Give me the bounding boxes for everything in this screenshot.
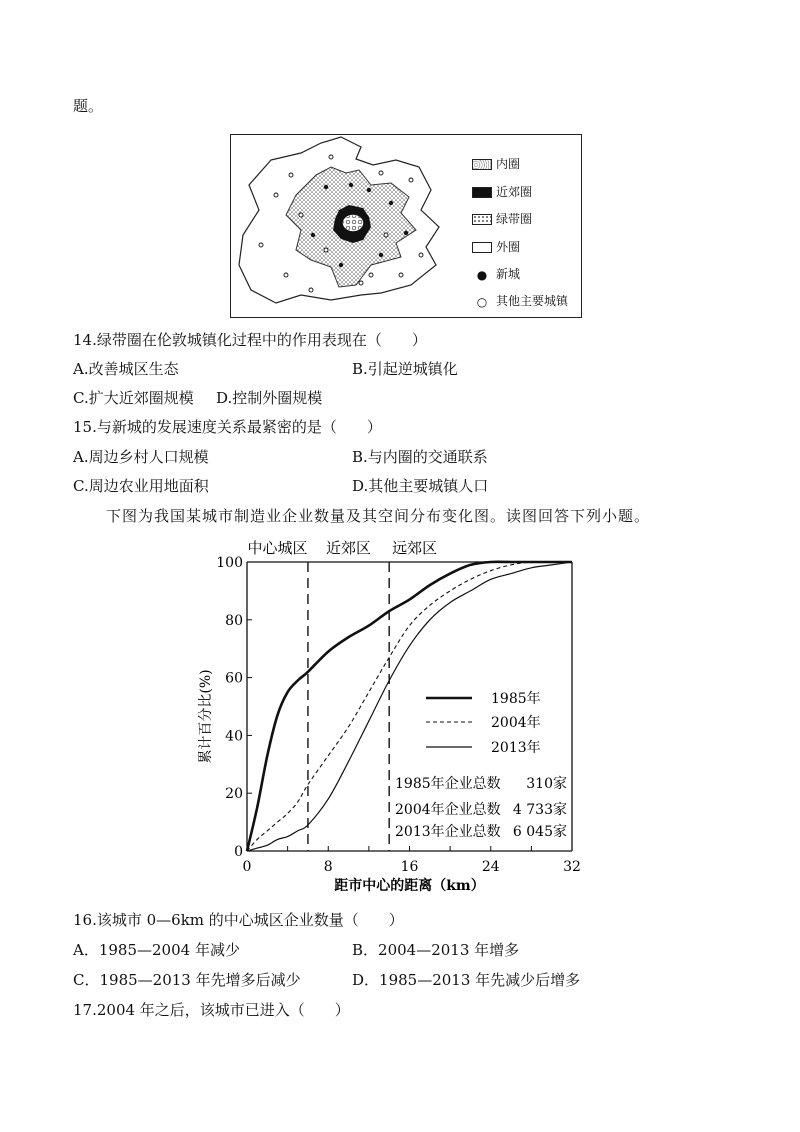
legend-near	[472, 185, 532, 199]
x-tick-label: 32	[563, 859, 581, 875]
q14-option-c: C.扩大近郊圈规模	[73, 389, 194, 407]
q16-option-b: B．2004—2013 年增多	[352, 941, 520, 959]
y-tick-label: 80	[225, 612, 243, 629]
x-tick-label: 0	[242, 859, 252, 875]
q15-option-d: D.其他主要城镇人口	[352, 477, 489, 495]
total-label: 2013年企业总数	[395, 824, 501, 840]
filled-dot-icon: ●	[476, 267, 488, 282]
legend-label: 2004年	[491, 715, 541, 731]
y-tick-label: 0	[234, 844, 243, 860]
q15-option-a: A.周边乡村人口规模	[73, 448, 209, 466]
q14-option-b: B.引起逆城镇化	[352, 360, 458, 378]
q16-option-a: A．1985—2004 年减少	[73, 941, 240, 959]
y-tick-label: 60	[225, 670, 243, 687]
x-axis-label: 距市中心的距离（km）	[334, 878, 485, 894]
x-tick-label: 8	[323, 859, 333, 875]
total-label: 1985年企业总数	[395, 776, 501, 792]
q15-option-c: C.周边农业用地面积	[73, 477, 209, 495]
q16-stem: 16.该城市 0—6km 的中心城区企业数量（ ）	[73, 911, 404, 929]
q15-option-b: B.与内圈的交通联系	[352, 448, 488, 466]
inner-swatch	[472, 159, 492, 170]
q17-stem: 17.2004 年之后，该城市已进入（ ）	[73, 1001, 350, 1019]
legend-label: 内圈	[496, 157, 521, 171]
q16-option-c: C．1985—2013 年先增多后减少	[73, 971, 301, 989]
legend-label: 1985年	[491, 691, 541, 707]
total-value: 310家	[526, 776, 567, 792]
x-tick-label: 24	[481, 859, 500, 875]
q15-stem: 15.与新城的发展速度关系最紧密的是（ ）	[73, 418, 382, 436]
total-value: 6 045家	[512, 824, 567, 840]
y-tick-label: 20	[225, 786, 243, 803]
total-value: 4 733家	[512, 802, 567, 818]
near-swatch	[472, 187, 492, 198]
enterprise-distribution-chart	[190, 535, 600, 905]
y-tick-label: 40	[225, 728, 243, 745]
x-tick-label: 16	[400, 859, 419, 875]
zone-label: 中心城区	[247, 539, 308, 557]
zone-label: 近郊区	[326, 539, 372, 557]
legend-label: 新城	[496, 267, 521, 281]
q16-option-d: D．1985—2013 年先减少后增多	[352, 971, 581, 989]
legend-outer	[472, 240, 520, 254]
total-label: 2004年企业总数	[395, 802, 501, 818]
q14-option-a: A.改善城区生态	[73, 360, 179, 378]
q14-stem: 14.绿带圈在伦敦城镇化过程中的作用表现在（ ）	[73, 331, 427, 349]
green-swatch	[472, 214, 492, 225]
legend-inner	[472, 157, 520, 171]
passage-intro: 下图为我国某城市制造业企业数量及其空间分布变化图。读图回答下列小题。	[106, 507, 651, 525]
legend-label: 近郊圈	[496, 185, 533, 199]
y-axis-label: 累计百分比(%)	[198, 669, 214, 764]
intro-tail: 题。	[73, 97, 104, 115]
legend-label: 2013年	[491, 740, 541, 756]
legend-label: 绿带圈	[496, 212, 533, 226]
zone-label: 远郊区	[392, 539, 438, 557]
legend-label: 其他主要城镇	[496, 294, 569, 308]
london-map-figure	[230, 134, 582, 318]
q14-option-d: D.控制外圈规模	[216, 389, 323, 407]
inner-ring	[343, 215, 363, 231]
outer-swatch	[472, 242, 492, 253]
legend-towns	[472, 294, 568, 309]
hollow-dot-icon: ○	[476, 294, 488, 309]
legend-newtown	[472, 267, 520, 282]
y-tick-label: 100	[216, 555, 243, 571]
legend-label: 外圈	[496, 240, 521, 254]
legend-green	[472, 212, 532, 226]
